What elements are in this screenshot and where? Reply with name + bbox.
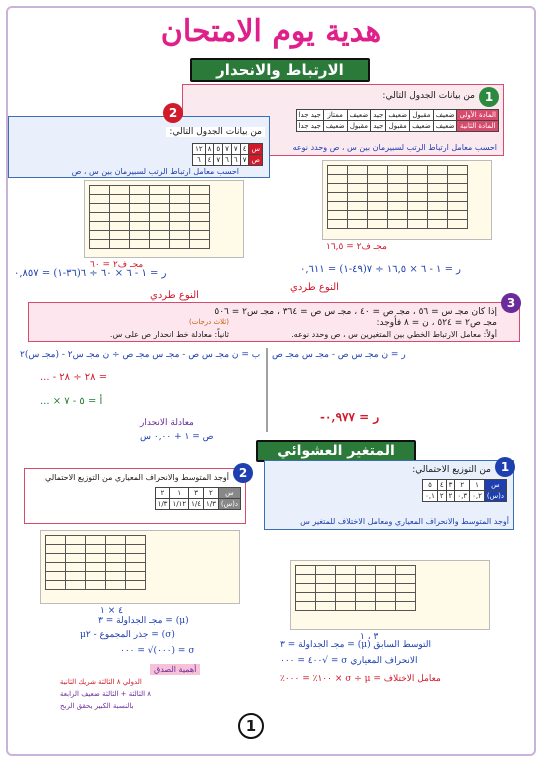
grid-cell [126, 545, 146, 554]
grid-cell [106, 554, 126, 563]
grid-cell [86, 563, 106, 572]
row-label: ص [249, 155, 263, 166]
grid-cell [190, 222, 210, 231]
grid-cell [126, 563, 146, 572]
grid-cell [316, 593, 336, 602]
table-cell: مقبول [386, 121, 410, 132]
grid-cell [408, 166, 428, 175]
grid-cell [388, 184, 408, 193]
grid-cell [66, 572, 86, 581]
worked-table-right [322, 160, 492, 240]
grid-cell [130, 204, 150, 213]
table-cell: ٧ [214, 155, 223, 166]
grid-cell [66, 554, 86, 563]
grid-cell [190, 204, 210, 213]
grid-cell [130, 186, 150, 195]
note-title: أهمية الصدق [150, 664, 200, 675]
row-label: د(س) [484, 491, 506, 502]
grid-cell [90, 222, 110, 231]
grid-cell [130, 240, 150, 249]
table-cell: ٢ [437, 491, 446, 502]
grid-cell [190, 231, 210, 240]
grid-cell [90, 186, 110, 195]
grid-cell [328, 193, 348, 202]
grid-cell [66, 536, 86, 545]
question-box-3 [28, 296, 520, 342]
grid-cell [110, 213, 130, 222]
grid-cell [170, 195, 190, 204]
r-formula: ر = ن مجـ س ص - مجـ س مجـ ص [272, 350, 406, 360]
question-task: احسب معامل ارتباط الرتب لسبيرمان بين س ، ص وحدد نوعه [292, 143, 497, 152]
grid-cell [46, 563, 66, 572]
grid-cell [126, 581, 146, 590]
grid-cell [368, 175, 388, 184]
table-cell: ٢ [455, 480, 470, 491]
note-1: الدولي ٨ الثالثة شريك الثانية [60, 678, 142, 686]
question-number-badge: 1 [479, 87, 499, 107]
grid-cell [348, 220, 368, 229]
grid-cell [130, 213, 150, 222]
table-cell: جيد جدا [296, 121, 323, 132]
grid-cell [296, 566, 316, 575]
grid-cell [296, 602, 316, 611]
grid-cell [106, 545, 126, 554]
grid-cell [170, 222, 190, 231]
grid-cell [130, 222, 150, 231]
grid-cell [408, 202, 428, 211]
table-cell: ٤ [437, 480, 446, 491]
correlation-type-1: النوع طردي [290, 282, 339, 293]
sigma-left-value: σ = (٠٠٠)√ = ٠٠٠ [120, 646, 195, 656]
grid-cell [408, 220, 428, 229]
regression-equation: ص = ١ + ٠,٠٠ س [140, 432, 214, 442]
table-cell: ٢ [446, 491, 455, 502]
grid-cell [106, 536, 126, 545]
grid-cell [126, 554, 146, 563]
sigma-right: الانحراف المعياري σ = √٤٠٠ = ٠٠٠ [280, 656, 418, 666]
grid-cell [336, 566, 356, 575]
question-prompt: من التوزيع الاحتمالي: [412, 465, 491, 475]
grid-cell [126, 536, 146, 545]
grid-cell [376, 566, 396, 575]
spearman-result-2: ر = ١ - ٦ × ٦٠ ÷ ٦(٣٦-١) = ٠,٨٥٧ [14, 268, 167, 279]
grid-cell [170, 213, 190, 222]
grid-cell [328, 175, 348, 184]
grid-cell [408, 193, 428, 202]
grid-cell [368, 166, 388, 175]
table-cell: ٠,٢ [470, 491, 485, 502]
grid-cell [388, 202, 408, 211]
rank-table [296, 109, 499, 132]
table-sum-right: ٣ ، ١ [360, 632, 379, 642]
table-cell: ٧ [240, 155, 249, 166]
grid-cell [396, 602, 416, 611]
grid-cell [46, 536, 66, 545]
section-banner-random-variable: المتغير العشوائي [256, 440, 416, 462]
question-task: أوجد المتوسط والانحراف المعياري ومعامل الاختلاف للمتغير س [300, 517, 509, 526]
grid-cell [356, 566, 376, 575]
table-cell: مقبول [410, 110, 434, 121]
table-cell: ممتاز [323, 110, 347, 121]
sum-d2-left: مجـ ف٢ = ٦٠ [90, 260, 144, 270]
question-prompt: من بيانات الجدول التالي: [166, 127, 265, 137]
grid-cell [336, 593, 356, 602]
b-value: = ٢٨ ÷ ٢٨ - ... [40, 372, 108, 383]
grid-cell [106, 572, 126, 581]
table-cell: مقبول [347, 121, 371, 132]
grid-cell [150, 231, 170, 240]
grid-cell [348, 193, 368, 202]
grid-cell [388, 166, 408, 175]
question-task: احسب معامل ارتباط الرتب لسبيرمان بين س ، ص [71, 167, 239, 176]
row-label: س [218, 488, 240, 499]
table-cell: ٦ [193, 155, 206, 166]
grid-cell [448, 166, 468, 175]
grid-cell [428, 202, 448, 211]
table-cell: ٠,٣ [455, 491, 470, 502]
spearman-result-1: ر = ١ - ٦ × ١٦,٥ ÷ ٧(٤٩-١) = ٠,٦١١ [300, 264, 461, 275]
worked-table-left [84, 180, 244, 258]
table-cell: ٥ [214, 144, 223, 155]
grid-cell [296, 584, 316, 593]
table-cell: ٦ [231, 155, 240, 166]
grid-cell [170, 231, 190, 240]
grid-cell [66, 545, 86, 554]
section-banner-correlation: الارتباط والانحدار [190, 58, 370, 82]
grid-cell [106, 581, 126, 590]
worked-table-rv-left [40, 530, 240, 604]
grid-cell [396, 575, 416, 584]
grid-cell [110, 186, 130, 195]
grid-cell [376, 575, 396, 584]
grid-cell [348, 184, 368, 193]
grid-cell [90, 213, 110, 222]
table-cell: ٦ [223, 155, 232, 166]
grid-cell [296, 593, 316, 602]
grid-cell [190, 195, 210, 204]
grid-cell [396, 566, 416, 575]
grid-cell [376, 584, 396, 593]
sigma-left: (σ) = جذر المجموع - μ٢ [80, 630, 175, 640]
grid-cell [428, 211, 448, 220]
grid-cell [428, 193, 448, 202]
table-cell: ١/٤ [189, 499, 204, 510]
grid-cell [368, 184, 388, 193]
table-cell: ١ [170, 488, 189, 499]
grid-cell [170, 240, 190, 249]
sum-d2-right: مجـ ف٢ = ١٦,٥ [326, 242, 387, 252]
table-cell: ٨ [205, 144, 214, 155]
grid-cell [328, 202, 348, 211]
question-box-5 [24, 468, 246, 524]
worked-table-rv-right [290, 560, 490, 630]
grid-cell [316, 575, 336, 584]
grid-cell [388, 193, 408, 202]
data-table [192, 143, 263, 166]
r-value: ر = ٠,٩٧٧- [320, 410, 380, 424]
grid-cell [150, 195, 170, 204]
table-cell: جيد [371, 110, 386, 121]
grid-cell [368, 202, 388, 211]
grid-cell [448, 202, 468, 211]
coefficient-of-variation: معامل الاختلاف = σ ÷ μ × ١٠٠٪ = ٠٠٠٪ [280, 674, 441, 684]
grid-cell [86, 581, 106, 590]
grid-cell [66, 581, 86, 590]
table-cell: ١/١٢ [170, 499, 189, 510]
row-label: س [249, 144, 263, 155]
page-title: هدية يوم الامتحان [160, 14, 382, 49]
grid-cell [316, 566, 336, 575]
note-3: بالنسبة الكبير يحقق الربح [60, 702, 134, 710]
question-task: أوجد المتوسط والانحراف المعياري من التوزيع الاحتمالي [45, 473, 229, 482]
question-box-2 [8, 106, 270, 178]
grid-cell [46, 572, 66, 581]
grid-cell [328, 220, 348, 229]
grid-cell [336, 575, 356, 584]
divider-line [266, 348, 268, 432]
grid-cell [90, 240, 110, 249]
table-cell: ٢ [203, 488, 218, 499]
grid-cell [428, 184, 448, 193]
table-cell: ضعيف [323, 121, 347, 132]
probability-table [422, 479, 507, 502]
question-number-badge: 3 [501, 293, 521, 313]
question-box-4 [264, 460, 514, 530]
grid-cell [356, 602, 376, 611]
correlation-type-2: النوع طردي [150, 290, 199, 301]
table-cell: جيد جدا [296, 110, 323, 121]
question-number-badge: 2 [163, 103, 183, 123]
mean-right: التوسط السابق (μ) = مجـ الجداولة = ٣ [280, 640, 432, 650]
grid-cell [66, 563, 86, 572]
table-cell: ١/٣ [155, 499, 170, 510]
grid-cell [150, 240, 170, 249]
grid-cell [356, 593, 376, 602]
probability-table [155, 487, 241, 510]
table-cell: ١٢ [193, 144, 206, 155]
grid-cell [86, 536, 106, 545]
grid-cell [336, 602, 356, 611]
grid-cell [368, 211, 388, 220]
grid-cell [110, 195, 130, 204]
grid-cell [396, 593, 416, 602]
grid-cell [336, 584, 356, 593]
grid-cell [448, 220, 468, 229]
grid-cell [86, 554, 106, 563]
grid-cell [448, 184, 468, 193]
question-prompt: من بيانات الجدول التالي: [382, 91, 475, 101]
grid-cell [90, 195, 110, 204]
grid-cell [46, 545, 66, 554]
table-cell: ٧ [223, 144, 232, 155]
row-label: د(س) [218, 499, 240, 510]
grid-cell [296, 575, 316, 584]
table-cell: ٢ [155, 488, 170, 499]
grid-cell [388, 220, 408, 229]
grid-cell [190, 240, 210, 249]
grid-cell [376, 593, 396, 602]
table-cell: ٣ [446, 480, 455, 491]
page-number: 1 [238, 713, 264, 739]
grid-cell [428, 166, 448, 175]
grid-cell [376, 602, 396, 611]
grid-cell [86, 545, 106, 554]
grid-cell [170, 204, 190, 213]
a-value: أ = ٥ - ٧ × ... [40, 396, 103, 407]
grid-cell [86, 572, 106, 581]
grid-cell [408, 211, 428, 220]
grid-cell [348, 211, 368, 220]
question-number-badge: 1 [495, 457, 515, 477]
grid-cell [316, 584, 336, 593]
question-line-2: مجـ ص٢ = ٥٢٤ ، ن = ٨ فأوجد: [376, 318, 497, 328]
grid-cell [170, 186, 190, 195]
grid-cell [448, 175, 468, 184]
grid-cell [190, 186, 210, 195]
grid-cell [348, 175, 368, 184]
table-sum-left: ٤ × ١ [100, 606, 123, 616]
row-label: المادة الأولى [457, 110, 499, 121]
grid-cell [348, 166, 368, 175]
note-2: ٨ الثالثة + الثالثة ضعيف الرابعة [60, 690, 152, 698]
grid-cell [328, 166, 348, 175]
grid-cell [348, 202, 368, 211]
grid-cell [46, 581, 66, 590]
question-marks: (ثلاث درجات) [189, 318, 229, 326]
grid-cell [90, 204, 110, 213]
table-cell: ١ [470, 480, 485, 491]
grid-cell [126, 572, 146, 581]
table-cell: ٤ [240, 144, 249, 155]
grid-cell [408, 184, 428, 193]
grid-cell [110, 222, 130, 231]
grid-cell [110, 240, 130, 249]
table-cell: ١/٣ [203, 499, 218, 510]
grid-cell [190, 213, 210, 222]
grid-cell [328, 211, 348, 220]
grid-cell [130, 231, 150, 240]
question-number-badge: 2 [233, 463, 253, 483]
regression-label: معادلة الانحدار [140, 418, 194, 428]
grid-cell [110, 204, 130, 213]
table-cell: ٤ [205, 155, 214, 166]
grid-cell [130, 195, 150, 204]
grid-cell [356, 575, 376, 584]
table-cell: ٧ [231, 144, 240, 155]
grid-cell [356, 584, 376, 593]
grid-cell [150, 213, 170, 222]
grid-cell [448, 193, 468, 202]
grid-cell [368, 220, 388, 229]
question-part-1: أولاً: معامل الارتباط الخطي بين المتغيرين س ، ص وحدد نوعه. [291, 330, 497, 339]
question-line-1: إذا كان مجـ س = ٥٦ ، مجـ ص = ٤٠ ، مجـ س ص = ٣٦٤ ، مجـ س٢ = ٥٠٦ [214, 307, 497, 317]
grid-cell [150, 204, 170, 213]
table-cell: ضعيف [433, 121, 457, 132]
grid-cell [428, 175, 448, 184]
grid-cell [150, 222, 170, 231]
row-label: س [484, 480, 506, 491]
question-part-2: ثانياً: معادلة خط انحدار ص على س. [109, 330, 229, 339]
grid-cell [368, 193, 388, 202]
grid-cell [90, 231, 110, 240]
grid-cell [46, 554, 66, 563]
table-cell: ضعيف [433, 110, 457, 121]
grid-cell [388, 211, 408, 220]
table-cell: ٥ [423, 480, 438, 491]
row-label: المادة الثانية [457, 121, 499, 132]
table-cell: ضعيف [347, 110, 371, 121]
grid-cell [110, 231, 130, 240]
b-formula: ب = ن مجـ س ص - مجـ س مجـ ص ÷ ن مجـ س٢ - (مجـ س)٢ [20, 350, 261, 360]
grid-cell [316, 602, 336, 611]
table-cell: ضعيف [386, 110, 410, 121]
grid-cell [388, 175, 408, 184]
grid-cell [428, 220, 448, 229]
table-cell: ٣ [189, 488, 204, 499]
grid-cell [150, 186, 170, 195]
grid-cell [328, 184, 348, 193]
mean-left: (μ) = مجـ الجداولة = ٣ [98, 616, 189, 626]
table-cell: جيد [371, 121, 386, 132]
grid-cell [396, 584, 416, 593]
table-cell: ٠,١ [423, 491, 438, 502]
table-cell: ضعيف [410, 121, 434, 132]
grid-cell [408, 175, 428, 184]
grid-cell [448, 211, 468, 220]
grid-cell [106, 563, 126, 572]
